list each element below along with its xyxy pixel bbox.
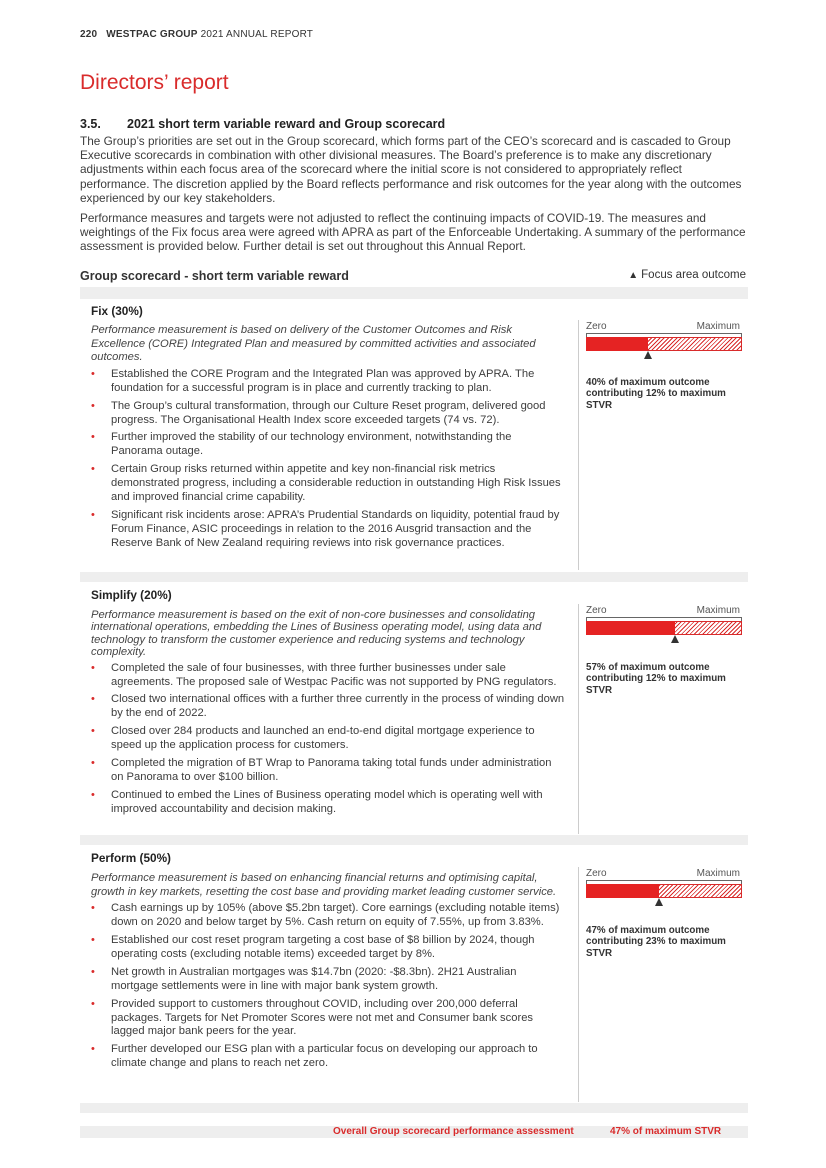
gauge-max-label: Maximum: [696, 321, 740, 332]
scorecard-block-simplify: [80, 572, 748, 845]
legend-label: Focus area outcome: [641, 269, 746, 281]
list-item: • Closed over 284 products and launched an end-to-end digital mortgage experience to speed up the application process for customers.: [91, 725, 565, 753]
bullet-list: [91, 662, 565, 817]
list-item: • Completed the migration of BT Wrap to Panorama taking total funds under administration on Panorama to over $100 billion.: [91, 757, 565, 785]
outcome-text: 57% of maximum outcome contributing 12% to maximum STVR: [586, 662, 726, 696]
block-bottom-bar: [80, 1103, 748, 1113]
scorecard-title: Group scorecard - short term variable reward: [80, 269, 349, 283]
outcome-gauge: [586, 605, 742, 643]
list-item: • Provided support to customers throughout COVID, including over 200,000 deferral packages. Targets for Net Promoter Scores were not met and Consumer bank scores lagged major bank peers for the year.: [91, 998, 565, 1040]
gauge-max-label: Maximum: [696, 605, 740, 616]
gauge-zero-label: Zero: [586, 321, 607, 332]
block-description: Performance measurement is based on delivery of the Customer Outcomes and Risk Excellence (CORE) Integrated Plan and measured by committed activities and associated outcomes.: [91, 324, 536, 364]
triangle-marker-icon: ▲: [628, 270, 639, 281]
block-description: Performance measurement is based on enhancing financial returns and optimising capital, growth in key markets, resetting the cost base and providing market leading customer service.: [91, 872, 557, 898]
list-item: • Closed two international offices with a further three currently in the process of winding down by the end of 2022.: [91, 693, 565, 721]
gauge-zero-label: Zero: [586, 868, 607, 879]
outcome-marker-icon: [671, 635, 679, 643]
scorecard-heading: [80, 269, 746, 283]
divider: [578, 604, 579, 834]
list-item: • Completed the sale of four businesses, with three further businesses under sale agreements. The proposed sale of Westpac Pacific was not supported by PNG regulators.: [91, 662, 565, 690]
list-item: • Established our cost reset program targeting a cost base of $8 billion by 2024, though operating costs (excluding notable items) exceeded target by 8%.: [91, 934, 565, 962]
section-heading: [80, 117, 445, 131]
page-header: [80, 29, 313, 40]
block-top-bar: [80, 287, 748, 299]
block-top-bar: [80, 835, 748, 847]
list-item: • Further developed our ESG plan with a particular focus on developing our approach to climate change and plans to reach net zero.: [91, 1043, 565, 1071]
block-title: Perform (50%): [91, 851, 171, 865]
intro-paragraph-2: Performance measures and targets were not adjusted to reflect the continuing impacts of COVID-19. The measures and weightings of the Fix focus area were agreed with APRA as part of the Enforceable Undertaking. A summary of the performance assessment is provided below. Further detail is set out throughout this Annual Report.: [80, 211, 746, 254]
gauge-zero-label: Zero: [586, 605, 607, 616]
block-top-bar: [80, 572, 748, 584]
section-number: 3.5.: [80, 117, 101, 131]
report-name: 2021 ANNUAL REPORT: [200, 29, 314, 40]
list-item: • The Group’s cultural transformation, through our Culture Reset program, delivered good progress. The Organisational Health Index score exceeded targets (74 vs. 72).: [91, 400, 565, 428]
divider: [578, 320, 579, 570]
outcome-gauge: [586, 868, 742, 906]
bullet-list: [91, 368, 565, 551]
outcome-marker-icon: [655, 898, 663, 906]
divider: [578, 867, 579, 1102]
list-item: • Cash earnings up by 105% (above $5.2bn target). Core earnings (excluding notable items) down on 2020 and below target by 5%. Cash return on equity of 7.55%, up from 3.83%.: [91, 902, 565, 930]
gauge-fill: [586, 337, 648, 351]
block-title: Fix (30%): [91, 304, 143, 318]
block-content: [91, 609, 565, 821]
list-item: • Certain Group risks returned within appetite and key non-financial risk metrics demonstrated progress, including a considerable reduction in outstanding High Risk Issues and improved financial crime capability.: [91, 463, 565, 505]
gauge-max-label: Maximum: [696, 868, 740, 879]
scorecard-block-perform: [80, 835, 748, 1113]
block-content: [91, 872, 565, 1075]
gauge-fill: [586, 621, 675, 635]
page-title: Directors’ report: [80, 71, 229, 94]
list-item: • Continued to embed the Lines of Business operating model which is operating well with improved accountability and decision making.: [91, 789, 565, 817]
bullet-list: [91, 902, 565, 1071]
list-item: • Significant risk incidents arose: APRA’s Prudential Standards on liquidity, potential fraud by Forum Finance, ASIC proceedings in relation to the 2016 Ausgrid transaction and the Reserve Bank of New Zealand requiring reviews into risk governance practices.: [91, 509, 565, 551]
outcome-text: 40% of maximum outcome contributing 12% to maximum STVR: [586, 377, 726, 411]
list-item: • Further improved the stability of our technology environment, notwithstanding the Panorama outage.: [91, 431, 565, 459]
outcome-marker-icon: [644, 351, 652, 359]
overall-assessment-value: 47% of maximum STVR: [610, 1126, 722, 1137]
block-title: Simplify (20%): [91, 588, 172, 602]
outcome-gauge: [586, 321, 742, 359]
list-item: • Net growth in Australian mortgages was $14.7bn (2020: -$8.3bn). 2H21 Australian mortgage settlements were in line with major bank system growth.: [91, 966, 565, 994]
outcome-text: 47% of maximum outcome contributing 23% to maximum STVR: [586, 925, 726, 959]
legend: [628, 269, 746, 281]
block-content: [91, 324, 565, 555]
section-title: 2021 short term variable reward and Group scorecard: [127, 117, 446, 131]
brand-name: WESTPAC GROUP: [106, 29, 198, 40]
page-number: 220: [80, 29, 98, 40]
intro-paragraph-1: The Group’s priorities are set out in the Group scorecard, which forms part of the CEO’s scorecard and is cascaded to Group Executive scorecards in combination with other divisional measures. The Board’s preference is to make any discretionary adjustments within each focus area of the scorecard where the initial score is not considered to appropriately reflect performance. The discretion applied by the Board reflects performance and risk outcomes for the year along with the outcomes experienced by our key stakeholders.: [80, 134, 742, 205]
gauge-fill: [586, 884, 659, 898]
overall-assessment-bar: [80, 1126, 748, 1138]
list-item: • Established the CORE Program and the Integrated Plan was approved by APRA. The foundation for a successful program is in place and currently tracking to plan.: [91, 368, 565, 396]
scorecard-block-fix: [80, 287, 748, 582]
overall-assessment-label: Overall Group scorecard performance assessment: [333, 1126, 574, 1137]
block-description: Performance measurement is based on the exit of non-core businesses and consolidating international operations, embedding the Lines of Business operating model, using data and technology to transform the customer experience and reducing systems and technology complexity.: [91, 609, 542, 659]
